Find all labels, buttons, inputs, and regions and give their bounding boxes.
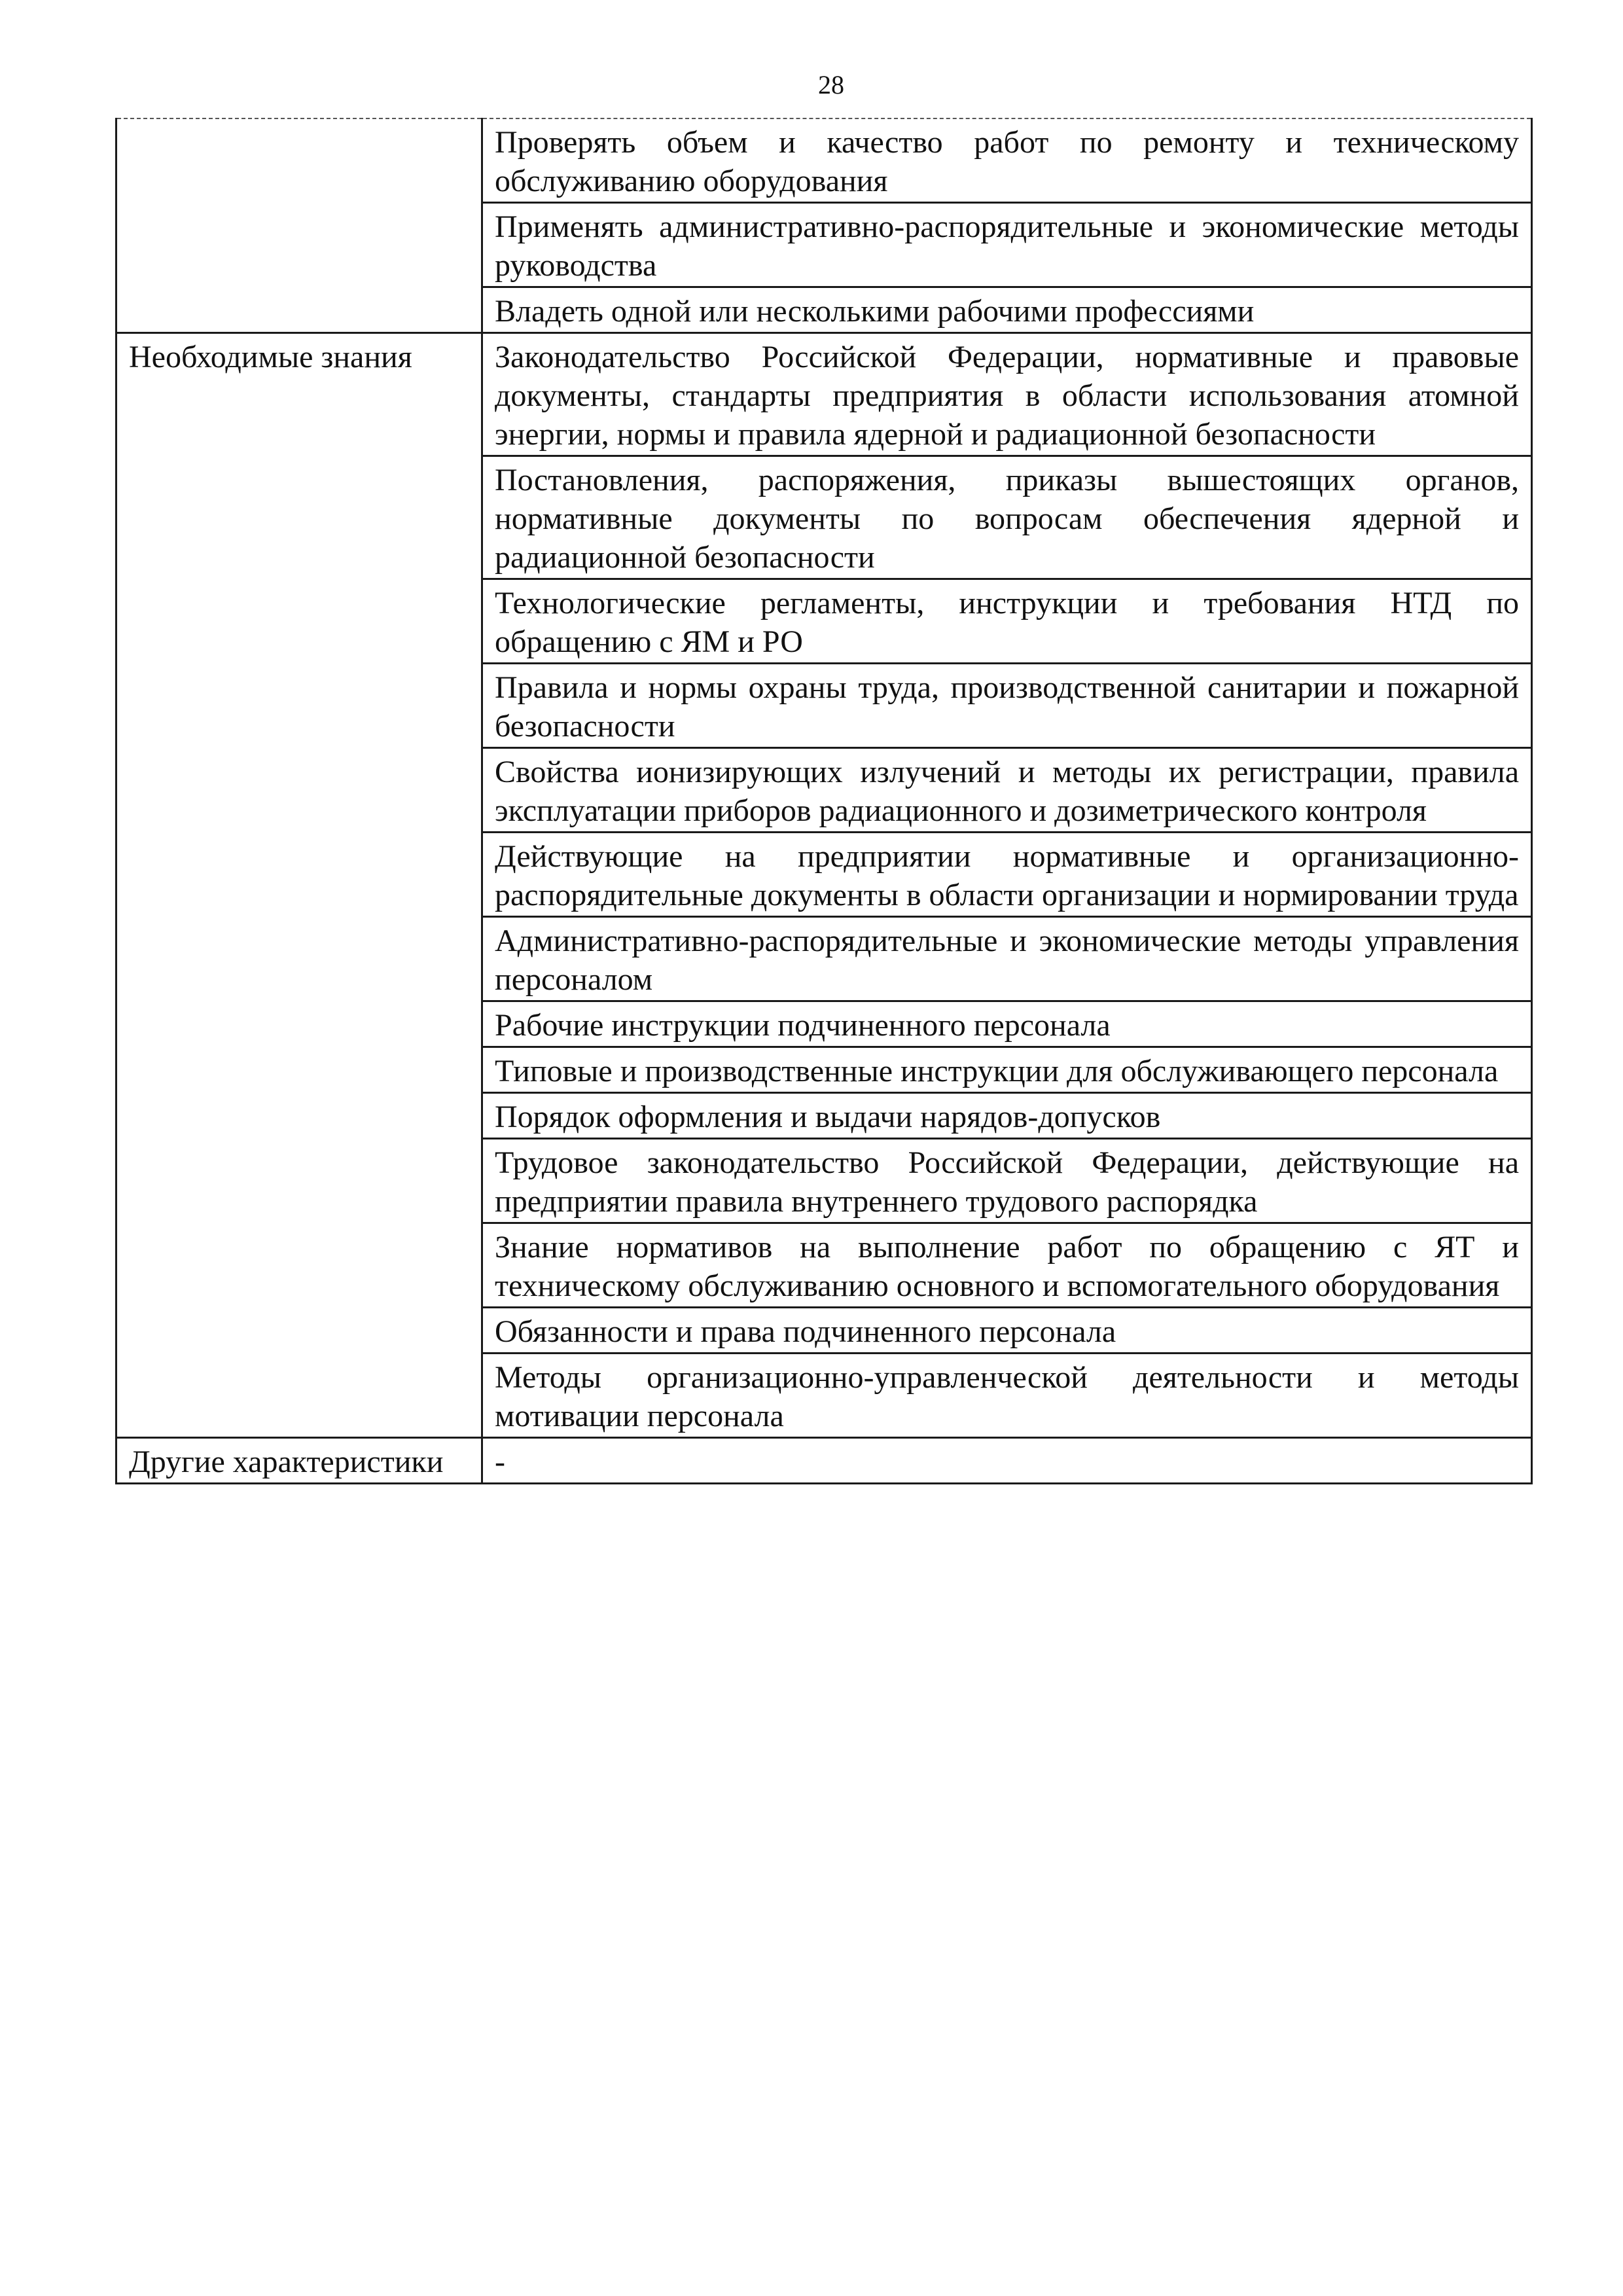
knowledge-cell: Действующие на предприятии нормативные и организационно-распорядительные документы в области организации и нормировании труда bbox=[482, 833, 1532, 917]
knowledge-label: Необходимые знания bbox=[116, 333, 482, 1438]
other-value: - bbox=[482, 1438, 1532, 1484]
knowledge-cell: Законодательство Российской Федерации, нормативные и правовые документы, стандарты предприятия в области использования атомной энергии, нормы и правила ядерной и радиационной безопасности bbox=[482, 333, 1532, 456]
table-row bbox=[116, 118, 1532, 203]
skill-cell: Проверять объем и качество работ по ремонту и техническому обслуживанию оборудования bbox=[482, 118, 1532, 203]
other-label: Другие характеристики bbox=[116, 1438, 482, 1484]
knowledge-cell: Свойства ионизирующих излучений и методы их регистрации, правила эксплуатации приборов радиационного и дозиметрического контроля bbox=[482, 748, 1532, 833]
knowledge-cell: Трудовое законодательство Российской Федерации, действующие на предприятии правила внутреннего трудового распорядка bbox=[482, 1139, 1532, 1223]
skill-cell: Применять административно-распорядительные и экономические методы руководства bbox=[482, 203, 1532, 287]
page-number: 28 bbox=[818, 70, 844, 99]
knowledge-cell: Технологические регламенты, инструкции и требования НТД по обращению с ЯМ и РО bbox=[482, 579, 1532, 664]
knowledge-cell: Постановления, распоряжения, приказы вышестоящих органов, нормативные документы по вопросам обеспечения ядерной и радиационной безопасности bbox=[482, 456, 1532, 579]
table-row bbox=[116, 333, 1532, 456]
knowledge-cell: Знание нормативов на выполнение работ по обращению с ЯТ и техническому обслуживанию основного и вспомогательного оборудования bbox=[482, 1223, 1532, 1308]
skill-cell: Владеть одной или несколькими рабочими профессиями bbox=[482, 287, 1532, 333]
table-row bbox=[116, 1438, 1532, 1484]
knowledge-cell: Административно-распорядительные и экономические методы управления персоналом bbox=[482, 917, 1532, 1001]
knowledge-cell: Рабочие инструкции подчиненного персонала bbox=[482, 1001, 1532, 1047]
knowledge-cell: Обязанности и права подчиненного персонала bbox=[482, 1308, 1532, 1354]
qualification-table bbox=[115, 118, 1533, 1484]
knowledge-cell: Методы организационно-управленческой деятельности и методы мотивации персонала bbox=[482, 1354, 1532, 1438]
empty-label-cell bbox=[116, 118, 482, 333]
knowledge-cell: Типовые и производственные инструкции для обслуживающего персонала bbox=[482, 1047, 1532, 1093]
knowledge-cell: Порядок оформления и выдачи нарядов-допусков bbox=[482, 1093, 1532, 1139]
knowledge-cell: Правила и нормы охраны труда, производственной санитарии и пожарной безопасности bbox=[482, 664, 1532, 748]
